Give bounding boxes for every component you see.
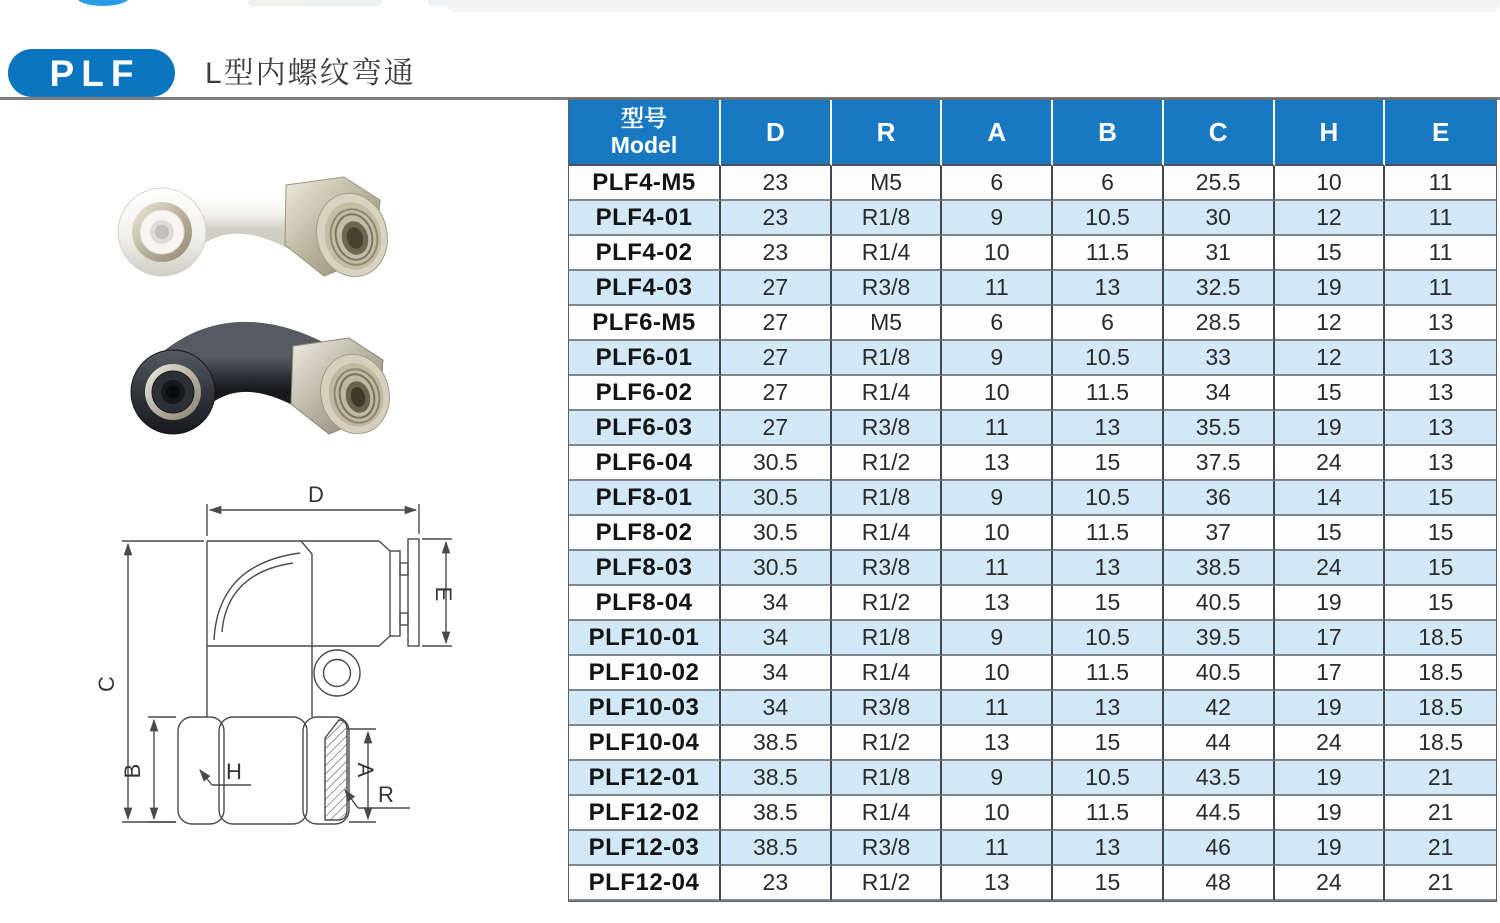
value-cell: 11: [942, 831, 1053, 866]
table-row: [569, 271, 1496, 306]
value-cell: R1/2: [832, 866, 943, 901]
table-row: [569, 796, 1496, 831]
value-cell: 25.5: [1164, 166, 1275, 201]
table-row: [569, 866, 1496, 901]
table-body: [569, 166, 1496, 901]
value-cell: 10: [942, 376, 1053, 411]
value-cell: 12: [1275, 201, 1386, 236]
table-row: [569, 726, 1496, 761]
model-cell: PLF6-01: [569, 341, 721, 376]
value-cell: 13: [1053, 691, 1164, 726]
hex-nut: [285, 177, 396, 284]
model-cell: PLF4-03: [569, 271, 721, 306]
value-cell: 15: [1275, 376, 1386, 411]
value-cell: 6: [942, 306, 1053, 341]
value-cell: 18.5: [1385, 726, 1496, 761]
model-cell: PLF12-04: [569, 866, 721, 901]
column-header-d: D: [721, 100, 832, 166]
value-cell: 19: [1275, 796, 1386, 831]
model-cell: PLF4-M5: [569, 166, 721, 201]
value-cell: 10: [942, 796, 1053, 831]
value-cell: 24: [1275, 866, 1386, 901]
value-cell: 21: [1385, 831, 1496, 866]
hex-nut: [291, 338, 398, 441]
value-cell: 11: [1385, 201, 1496, 236]
table-row: [569, 306, 1496, 341]
table-row: [569, 376, 1496, 411]
value-cell: 37: [1164, 516, 1275, 551]
value-cell: 44.5: [1164, 796, 1275, 831]
model-cell: PLF6-02: [569, 376, 721, 411]
value-cell: R3/8: [832, 551, 943, 586]
value-cell: 17: [1275, 621, 1386, 656]
value-cell: 24: [1275, 551, 1386, 586]
value-cell: 10: [942, 516, 1053, 551]
value-cell: 32.5: [1164, 271, 1275, 306]
value-cell: 48: [1164, 866, 1275, 901]
value-cell: 38.5: [721, 726, 832, 761]
value-cell: 21: [1385, 796, 1496, 831]
dimension-label-d: D: [308, 482, 324, 507]
value-cell: 15: [1053, 446, 1164, 481]
column-header-a: A: [942, 100, 1053, 166]
model-cell: PLF10-04: [569, 726, 721, 761]
value-cell: 15: [1385, 551, 1496, 586]
dimension-label-a: A: [353, 762, 378, 778]
table-row: [569, 236, 1496, 271]
value-cell: 27: [721, 411, 832, 446]
value-cell: R1/8: [832, 761, 943, 796]
value-cell: R1/4: [832, 796, 943, 831]
value-cell: 15: [1385, 481, 1496, 516]
value-cell: R1/8: [832, 341, 943, 376]
value-cell: 9: [942, 761, 1053, 796]
value-cell: 15: [1053, 726, 1164, 761]
value-cell: 10.5: [1053, 761, 1164, 796]
value-cell: 10.5: [1053, 201, 1164, 236]
value-cell: 27: [721, 376, 832, 411]
value-cell: 35.5: [1164, 411, 1275, 446]
value-cell: 13: [1385, 306, 1496, 341]
value-cell: 6: [942, 166, 1053, 201]
value-cell: 11: [1385, 166, 1496, 201]
value-cell: 15: [1385, 586, 1496, 621]
value-cell: 15: [1053, 866, 1164, 901]
product-photo-white-fitting: [100, 135, 400, 300]
column-header-b: B: [1053, 100, 1164, 166]
value-cell: 24: [1275, 726, 1386, 761]
value-cell: 38.5: [721, 796, 832, 831]
column-header-h: H: [1275, 100, 1386, 166]
value-cell: R3/8: [832, 691, 943, 726]
value-cell: 40.5: [1164, 586, 1275, 621]
value-cell: 13: [1053, 271, 1164, 306]
model-cell: PLF6-03: [569, 411, 721, 446]
value-cell: 15: [1275, 516, 1386, 551]
value-cell: 27: [721, 271, 832, 306]
table-row: [569, 446, 1496, 481]
value-cell: 18.5: [1385, 656, 1496, 691]
table-header-row: [569, 100, 1496, 166]
value-cell: R1/4: [832, 236, 943, 271]
value-cell: 34: [721, 691, 832, 726]
value-cell: 19: [1275, 271, 1386, 306]
table-row: [569, 831, 1496, 866]
value-cell: 23: [721, 166, 832, 201]
model-cell: PLF10-03: [569, 691, 721, 726]
value-cell: R1/4: [832, 656, 943, 691]
value-cell: 6: [1053, 306, 1164, 341]
value-cell: 30.5: [721, 481, 832, 516]
value-cell: 11: [1385, 236, 1496, 271]
value-cell: 13: [942, 726, 1053, 761]
column-header-r: R: [832, 100, 943, 166]
model-cell: PLF8-01: [569, 481, 721, 516]
value-cell: 17: [1275, 656, 1386, 691]
value-cell: R1/2: [832, 586, 943, 621]
value-cell: 30: [1164, 201, 1275, 236]
table-row: [569, 656, 1496, 691]
push-fit-collet: [131, 350, 215, 434]
header-logo-fragment: [76, 0, 130, 6]
value-cell: 15: [1053, 586, 1164, 621]
column-header-c: C: [1164, 100, 1275, 166]
value-cell: 18.5: [1385, 691, 1496, 726]
value-cell: 44: [1164, 726, 1275, 761]
model-cell: PLF8-03: [569, 551, 721, 586]
column-header-model: [569, 100, 721, 166]
table-row: [569, 691, 1496, 726]
model-cell: PLF8-04: [569, 586, 721, 621]
value-cell: 19: [1275, 761, 1386, 796]
value-cell: 10.5: [1053, 621, 1164, 656]
header-bar-fragment: [446, 0, 1500, 12]
model-cell: PLF4-02: [569, 236, 721, 271]
model-cell: PLF12-02: [569, 796, 721, 831]
value-cell: 12: [1275, 306, 1386, 341]
value-cell: 13: [942, 586, 1053, 621]
value-cell: 11.5: [1053, 656, 1164, 691]
table-row: [569, 761, 1496, 796]
value-cell: 31: [1164, 236, 1275, 271]
value-cell: R1/4: [832, 516, 943, 551]
value-cell: 23: [721, 866, 832, 901]
value-cell: 11.5: [1053, 376, 1164, 411]
value-cell: M5: [832, 166, 943, 201]
value-cell: 13: [1385, 376, 1496, 411]
value-cell: 10: [942, 656, 1053, 691]
model-cell: PLF6-04: [569, 446, 721, 481]
value-cell: 11: [942, 271, 1053, 306]
value-cell: 30.5: [721, 446, 832, 481]
value-cell: 13: [1053, 831, 1164, 866]
value-cell: 34: [1164, 376, 1275, 411]
value-cell: 36: [1164, 481, 1275, 516]
value-cell: R3/8: [832, 831, 943, 866]
value-cell: 24: [1275, 446, 1386, 481]
series-badge-label: PLF: [49, 52, 141, 94]
value-cell: 9: [942, 201, 1053, 236]
value-cell: M5: [832, 306, 943, 341]
column-header-model-zh: 型号: [621, 105, 667, 131]
value-cell: 19: [1275, 831, 1386, 866]
value-cell: 21: [1385, 761, 1496, 796]
value-cell: R1/8: [832, 621, 943, 656]
table-row: [569, 621, 1496, 656]
value-cell: 19: [1275, 691, 1386, 726]
value-cell: 27: [721, 306, 832, 341]
value-cell: 40.5: [1164, 656, 1275, 691]
value-cell: 6: [1053, 166, 1164, 201]
header-text-fragment: [302, 0, 382, 6]
value-cell: 11.5: [1053, 236, 1164, 271]
value-cell: 38.5: [1164, 551, 1275, 586]
value-cell: 34: [721, 621, 832, 656]
value-cell: 13: [1053, 411, 1164, 446]
value-cell: 46: [1164, 831, 1275, 866]
value-cell: 38.5: [721, 831, 832, 866]
value-cell: 30.5: [721, 516, 832, 551]
value-cell: 19: [1275, 586, 1386, 621]
value-cell: 10: [1275, 166, 1386, 201]
dimension-label-c: C: [94, 676, 119, 692]
column-header-model-en: Model: [610, 132, 678, 158]
value-cell: R1/8: [832, 481, 943, 516]
model-cell: PLF12-03: [569, 831, 721, 866]
table-row: [569, 166, 1496, 201]
value-cell: 27: [721, 341, 832, 376]
table-row: [569, 551, 1496, 586]
value-cell: 18.5: [1385, 621, 1496, 656]
value-cell: R3/8: [832, 271, 943, 306]
dimension-label-r: R: [378, 782, 394, 807]
push-fit-collet: [118, 188, 206, 276]
series-badge: [8, 49, 175, 97]
page-title: L型内螺纹弯通: [205, 57, 416, 90]
column-header-e: E: [1385, 100, 1496, 166]
value-cell: 33: [1164, 341, 1275, 376]
value-cell: R1/4: [832, 376, 943, 411]
spec-table: [568, 98, 1497, 902]
model-cell: PLF12-01: [569, 761, 721, 796]
value-cell: 28.5: [1164, 306, 1275, 341]
value-cell: 15: [1385, 516, 1496, 551]
value-cell: R3/8: [832, 411, 943, 446]
value-cell: 30.5: [721, 551, 832, 586]
value-cell: 11.5: [1053, 796, 1164, 831]
value-cell: 13: [942, 446, 1053, 481]
value-cell: 34: [721, 586, 832, 621]
table-row: [569, 201, 1496, 236]
product-photo-black-fitting: [115, 298, 400, 456]
value-cell: 10.5: [1053, 481, 1164, 516]
table-row: [569, 586, 1496, 621]
value-cell: 13: [942, 866, 1053, 901]
value-cell: 11: [942, 691, 1053, 726]
technical-drawing: [88, 468, 488, 888]
value-cell: 13: [1385, 411, 1496, 446]
value-cell: 11: [942, 411, 1053, 446]
value-cell: 39.5: [1164, 621, 1275, 656]
value-cell: 11: [1385, 271, 1496, 306]
value-cell: 19: [1275, 411, 1386, 446]
value-cell: 10: [942, 236, 1053, 271]
value-cell: 10.5: [1053, 341, 1164, 376]
dimension-label-h: H: [226, 759, 242, 784]
value-cell: 14: [1275, 481, 1386, 516]
value-cell: 43.5: [1164, 761, 1275, 796]
model-cell: PLF4-01: [569, 201, 721, 236]
value-cell: 11: [942, 551, 1053, 586]
value-cell: 13: [1385, 341, 1496, 376]
value-cell: 23: [721, 236, 832, 271]
value-cell: 23: [721, 201, 832, 236]
table-row: [569, 341, 1496, 376]
value-cell: 12: [1275, 341, 1386, 376]
model-cell: PLF10-01: [569, 621, 721, 656]
value-cell: 11.5: [1053, 516, 1164, 551]
value-cell: 37.5: [1164, 446, 1275, 481]
value-cell: 15: [1275, 236, 1386, 271]
value-cell: 9: [942, 341, 1053, 376]
value-cell: 9: [942, 621, 1053, 656]
value-cell: 34: [721, 656, 832, 691]
model-cell: PLF8-02: [569, 516, 721, 551]
table-row: [569, 481, 1496, 516]
value-cell: R1/8: [832, 201, 943, 236]
value-cell: R1/2: [832, 446, 943, 481]
value-cell: 13: [1385, 446, 1496, 481]
value-cell: 38.5: [721, 761, 832, 796]
dimension-label-e: E: [431, 586, 456, 602]
dimension-label-b: B: [120, 763, 145, 779]
model-cell: PLF6-M5: [569, 306, 721, 341]
value-cell: R1/2: [832, 726, 943, 761]
value-cell: 13: [1053, 551, 1164, 586]
table-row: [569, 411, 1496, 446]
value-cell: 42: [1164, 691, 1275, 726]
model-cell: PLF10-02: [569, 656, 721, 691]
table-row: [569, 516, 1496, 551]
value-cell: 21: [1385, 866, 1496, 901]
value-cell: 9: [942, 481, 1053, 516]
